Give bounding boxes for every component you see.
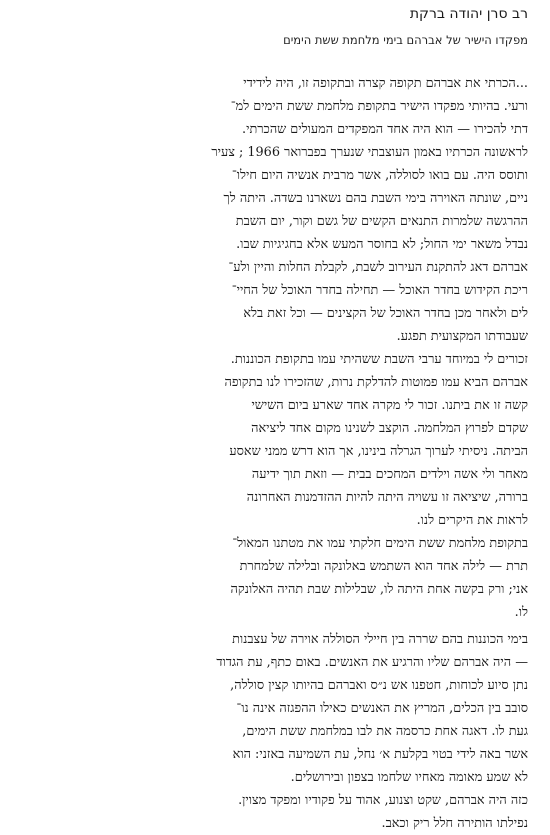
text-line: כזה היה אברהם, שקט וצנוע, אהוד על פקודיו ומפקד מצוין.: [238, 793, 528, 808]
text-line: לראשונה הכרתיו באמון העוצבתי שנערך בפברואר 1966 ; צעיר: [211, 145, 528, 160]
text-line: געת לו. דאגה אחת כרסמה את לבו במלחמת ששת הימים,: [242, 724, 528, 739]
paragraph: [60, 532, 528, 624]
text-line: שעבודתו המקצועית תפגע.: [396, 329, 528, 344]
text-line: ותוסס היה. עם בואו לסוללה, אשר מרבית אנשיה היום חילו־: [231, 168, 528, 183]
text-line: לו.: [514, 605, 528, 620]
text-line: זכורים לי במיוחד ערבי השבת ששהיתי עמו בתקופת הכוננות.: [230, 352, 528, 367]
text-line: ברורה, שיציאה זו עשויה היתה להיות ההזדמנות האחרונה: [246, 490, 528, 505]
text-line: נבדל משאר ימי החול; לא בחוסר המעש אלא בחגיגיות שבו.: [236, 237, 528, 252]
paragraph: [60, 72, 528, 348]
paragraph: [60, 628, 528, 789]
text-line: תרת — לילה אחד הוא השתמש באלונקה ובלילה שלמחרת: [239, 559, 528, 574]
text-line: ורעי. בהיותי מפקדו הישיר בתקופת מלחמת ששת הימים למ־: [230, 99, 528, 114]
text-line: בימי הכוננות בהם שררה בין חיילי הסוללה אוירה של עצבנות: [232, 632, 528, 647]
text-line: נתן סיוע לכוחות, חטפנו אש נ״ס ואברהם בהיותו קצין סוללה,: [230, 678, 528, 693]
text-line: לים ולאחר מכן בחדר האוכל של הקצינים — וכל זאת בלא: [243, 306, 528, 321]
text-line: אשר באה לידי בטוי בקלעת א׳ נחל, עת השמיעה באזני: הוא: [232, 747, 528, 762]
text-line: לא שמע מאומה מאחיו שלחמו בצפון ובירושלים.: [290, 770, 528, 785]
text-line: ...הכרתי את אברהם תקופה קצרה ובתקופה זו, היה לידידי: [243, 76, 528, 91]
text-line: ניים, שונתה האוירה בימי השבת בהם נשארנו בשדה. היתה לך: [223, 191, 528, 206]
text-line: אברהם דאג להתקנת העירוב לשבת, לקבלת החלות והיין ולע־: [228, 260, 528, 275]
author-role: מפקדו הישיר של אברהם בימי מלחמת ששת הימים: [283, 33, 528, 47]
text-line: מאחר ולי אשה וילדים המחכים בבית — וזאת תוך ידיעה: [251, 467, 528, 482]
paragraph: [60, 789, 528, 835]
paragraph: [60, 348, 528, 532]
text-line: לראות את היקרים לנו.: [416, 513, 528, 528]
text-line: קשה זו את ביתנו. זכור לי מקרה אחד שארע ביום השישי: [251, 398, 528, 413]
text-line: אברהם הביא עמו פמוטות להדלקת נרות, שהזכירו לנו בתקופה: [224, 375, 528, 390]
text-line: סובב בין הכלים, המריץ את האנשים כאילו ההפגזה אינה נו־: [236, 701, 528, 716]
text-line: בתקופת מלחמת ששת הימים חלקתי עמו את מטתנו המאול־: [232, 536, 528, 551]
text-line: אני; ורק בקשה אחת היתה לו, שבלילות שבת תהיה האלונקה: [230, 582, 528, 597]
text-line: הביתה. ניסיתי לערוך הגרלה בינינו, אך הוא דרש ממני שאסע: [229, 444, 528, 459]
text-line: ההרגשה שלמרות התנאים הקשים של גשם וקור, יום השבת: [235, 214, 528, 229]
memoir-body: [60, 72, 528, 835]
text-line: נפילתו הותירה חלל ריק וכאב.: [381, 816, 528, 831]
text-line: ריכת הקידוש בחדר האוכל — תחילה בחדר האוכל של החיי־: [231, 283, 528, 298]
text-line: דתי להכירו — הוא היה אחד המפקדים המעולים שהכרתי.: [242, 122, 528, 137]
text-line: שקדם לפרוץ המלחמה. הוקצב לשנינו מקום אחד ליציאה: [251, 421, 528, 436]
author-name: רב סרן יהודה ברקת: [409, 6, 528, 22]
text-line: — היה אברהם שליו והרגיע את האנשים. באום כתף, עת הגדוד: [216, 655, 528, 670]
